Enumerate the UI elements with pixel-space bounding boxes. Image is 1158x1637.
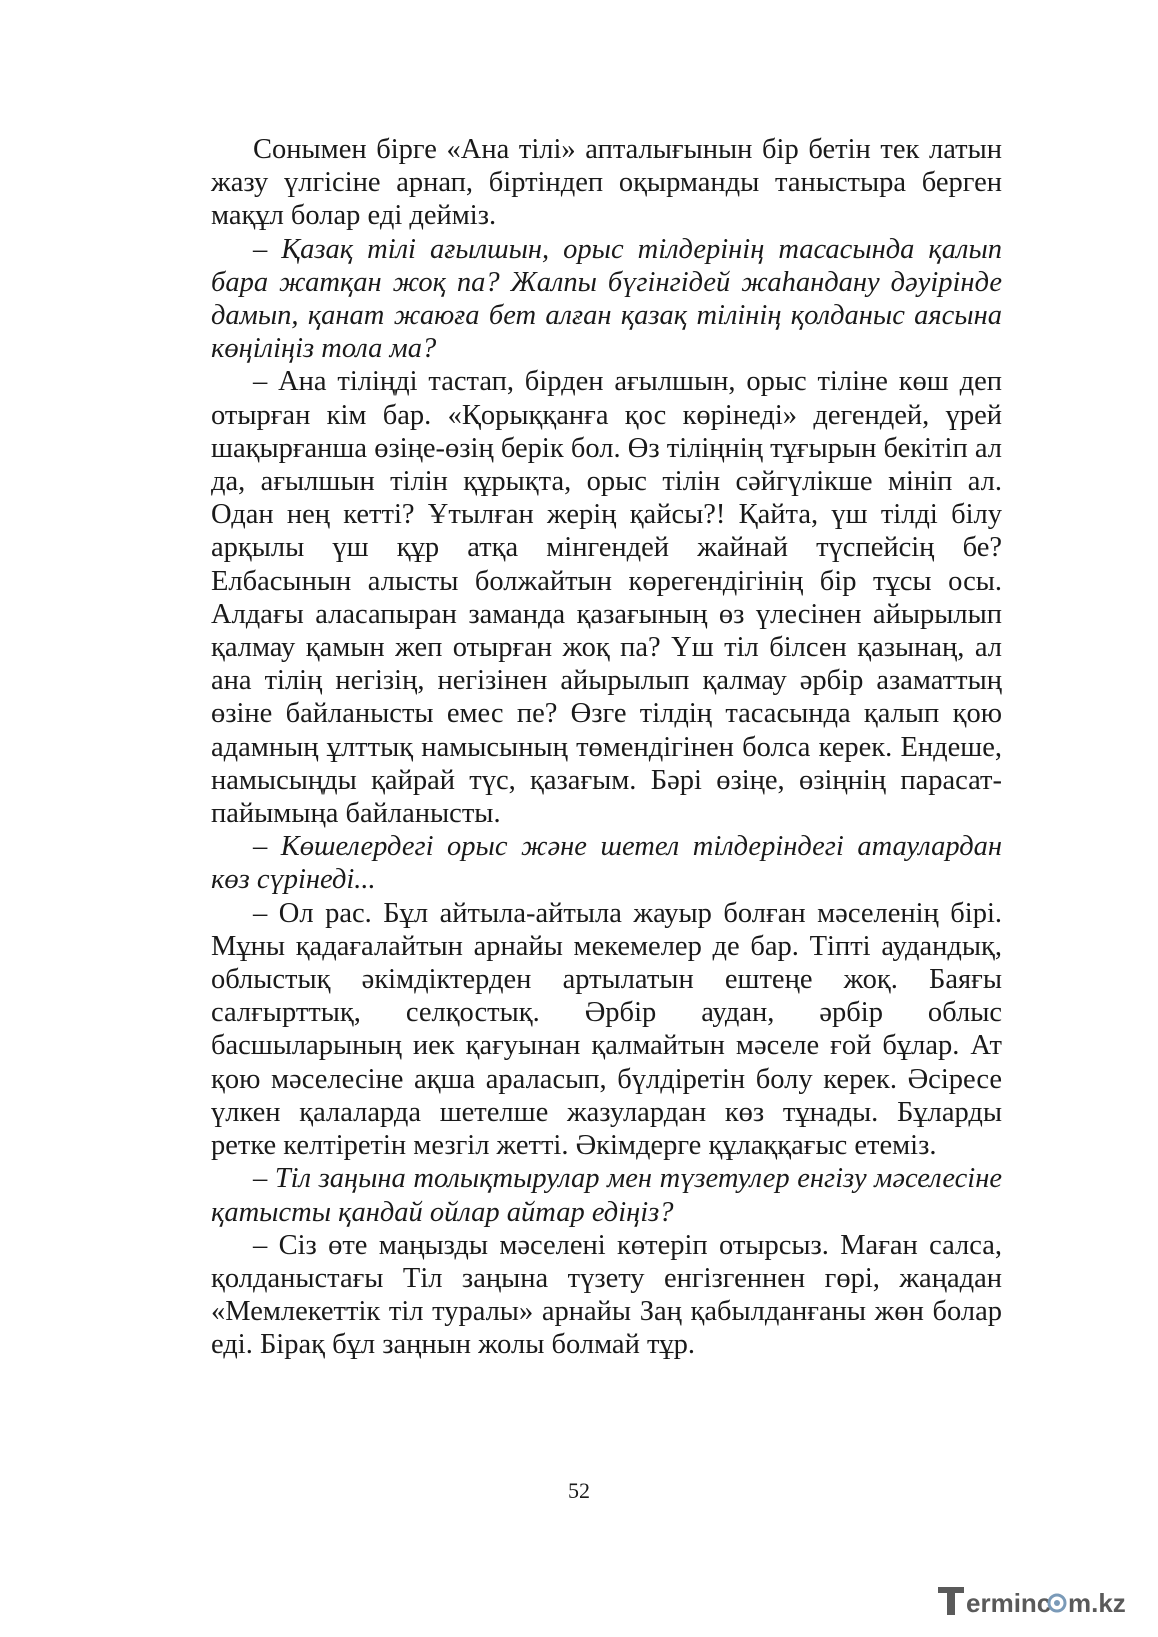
watermark-logo bbox=[934, 1581, 1134, 1621]
question-paragraph: – Қазақ тілі ағылшын, орыс тілдерінің тасасында қалып бара жатқан жоқ па? Жалпы бүгінгідей жаһандану дәуірінде дамып, қанат жаюға бет алған қазақ тілінің қолданыс аясына көңіліңіз тола ма? bbox=[211, 233, 1002, 365]
answer-paragraph: – Ана тіліңді тастап, бірден ағылшын, орыс тіліне көш деп отырған кім бар. «Қорыққанға қос көрінеді» дегендей, үрей шақырғанша өзіңе-өзің берік бол. Өз тіліңнің тұғырын бекітіп ал да, ағылшын тілін құрықта, орыс тілін сәйгүлікше мініп ал. Одан нең кетті? Ұтылған жерің қайсы?! Қайта, үш тілді білу арқылы үш құр атқа мінгендей жайнай түспейсің бе? Елбасынын алысты болжайтын көрегендігінің бір тұсы осы. Алдағы аласапыран заманда қазағының өз үлесінен айырылып қалмау қамын жеп отырған жоқ па? Үш тіл білсен қазынаң, ал ана тілің негізің, негізінен айырылып қалмау әрбір азаматтың өзіне байланысты емес пе? Өзге тілдің тасасында қалып қою адамның ұлттық намысының төмендігінен болса керек. Ендеше, намысыңды қайрай түс, қазағым. Бәрі өзіңе, өзіңнің парасат-пайымыңа байланысты. bbox=[211, 366, 1002, 830]
question-paragraph: – Тіл заңына толықтырулар мен түзетулер енгізу мәселесіне қатысты қандай ойлар айтар едіңіз? bbox=[211, 1163, 1002, 1228]
page-number: 52 bbox=[568, 1478, 590, 1503]
answer-paragraph: – Сіз өте маңызды мәселені көтеріп отырсыз. Маған салса, қолданыстағы Тіл заңына түзету енгізгеннен гөрі, жаңадан «Мемлекеттік тіл туралы» арнайы Заң қабылданғаны жөн болар еді. Бірақ бұл заңнын жолы болмай тұр. bbox=[211, 1229, 1002, 1361]
termincom-logo-icon bbox=[934, 1581, 1134, 1621]
paragraph: Сонымен бірге «Ана тілі» апталығынын бір бетін тек латын жазу үлгісіне арнап, біртіндеп оқырманды таныстыра берген мақұл болар еді дейміз. bbox=[211, 134, 1002, 232]
body-text bbox=[211, 133, 1002, 1362]
answer-paragraph: – Ол рас. Бұл айтыла-айтыла жауыр болған мәселенің бірі. Мұны қадағалайтын арнайы мекемелер де бар. Тіпті аудандық, облыстық әкімдіктерден артылатын ештеңе жоқ. Баяғы салғырттық, селқостық. Әрбір аудан, әрбір облыс басшыларының иек қағуынан қалмайтын мәселе ғой бұлар. Ат қою мәселесіне ақша араласып, бүлдіретін болу керек. Әсіресе үлкен қалаларда шетелше жазулардан көз тұнады. Бұларды ретке келтіретін мезгіл жетті. Әкімдерге құлаққағыс етеміз. bbox=[211, 897, 1002, 1162]
svg-text:m.kz: m.kz bbox=[1068, 1588, 1126, 1618]
svg-text:erminc: erminc bbox=[966, 1588, 1052, 1618]
question-paragraph: – Көшелердегі орыс және шетел тілдеріндегі атаулардан көз сүрінеді... bbox=[211, 831, 1002, 896]
